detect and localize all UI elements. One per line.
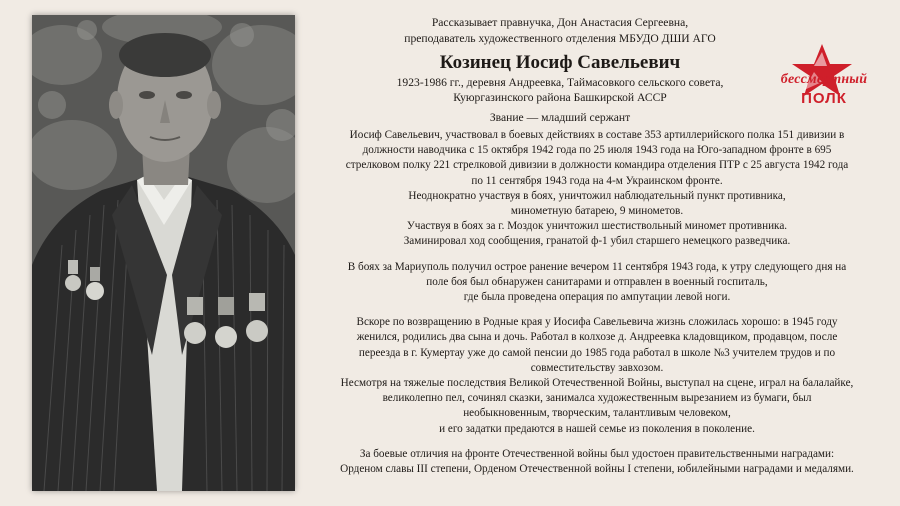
text-line: переезда в г. Кумертау уже до самой пенсии до 1985 года работал в школе №3 учителем трудов и по <box>358 346 836 359</box>
logo-line2: ПОЛК <box>801 90 847 107</box>
text-line: За боевые отличия на фронте Отечественной войны был удостоен правительственными наградами: <box>359 447 835 460</box>
bio-line: 1923-1986 гг., деревня Андреевка, Таймасовкого сельского совета, <box>396 76 724 89</box>
text-line: Несмотря на тяжелые последствия Великой Отечественной Войны, выступал на сцене, играл на балалайке, <box>340 377 854 390</box>
text-line: должности наводчика с 15 октября 1942 года по 25 июля 1943 года на Юго-западном фронте в 695 <box>362 144 832 157</box>
bio-line: Куюргазинского района Башкирской АССР <box>453 91 667 104</box>
text-line: и его задатки предаются в нашей семье из поколения в поколение. <box>439 422 755 435</box>
text-line: где была проведена операция по ампутации левой ноги. <box>463 291 731 304</box>
narrator-line: Рассказывает правнучка, Дон Анастасия Сергеевна, <box>431 16 689 29</box>
rank: Звание — младший сержант <box>489 111 631 124</box>
text-line: необыкновенным, творческим, талантливым человеком, <box>463 407 731 420</box>
text-line: Участвуя в боях за г. Моздок уничтожил шестиствольный миномет противника. <box>406 220 788 233</box>
text-line: В боях за Мариуполь получил острое ранение вечером 11 сентября 1943 года, к утру следующего дня на <box>347 260 847 273</box>
bio <box>360 75 760 105</box>
text-line: Орденом славы III степени, Орденом Отечественной войны I степени, юбилейными наградами и медалями. <box>340 463 854 476</box>
text-line: Заминировал ход сообщения, гранатой ф-1 убил старшего немецкого разведчика. <box>403 235 791 248</box>
text-line: Неоднократно участвуя в боях, уничтожил наблюдательный пункт противника, <box>408 189 786 202</box>
text-line: по 11 сентября 1943 года на 4-м Украинском фронте. <box>471 174 723 187</box>
logo-line1: бессмертный <box>780 72 868 87</box>
portrait-illustration <box>32 15 295 491</box>
text-line: стрелковом полку 221 стрелковой дивизии в должности командира отделения ПТР с 25 августа 1942 года <box>345 159 849 172</box>
text-line: минометную батарею, 9 минометов. <box>510 205 684 218</box>
biography-text <box>305 128 889 477</box>
text-line: Вскоре по возвращению в Родные края у Иосифа Савельевича жизнь сложилась хорошо: в 1945 году <box>356 316 838 329</box>
text-line: поле боя был обнаружен санитарами и отправлен в военный госпиталь, <box>426 275 768 288</box>
text-line: великолепно пел, сочинял сказки, занималса художественным вырезанием из бумаги, был <box>382 392 812 405</box>
text-line: совместительству завхозом. <box>530 361 664 374</box>
text-line: Иосиф Савельевич, участвовал в боевых действиях в составе 353 артиллерийского полка 151 дивизии в <box>349 129 845 141</box>
text-line: женился, родились два сына и дочь. Работал в колхозе д. Андреевка кладовщиком, продавцом, после <box>356 331 838 344</box>
portrait-photo <box>32 15 295 491</box>
page-title: Козинец Иосиф Савельевич <box>439 52 681 73</box>
narrator-line: преподаватель художественного отделения МБУДО ДШИ АГО <box>404 32 716 45</box>
narrator <box>360 15 760 47</box>
